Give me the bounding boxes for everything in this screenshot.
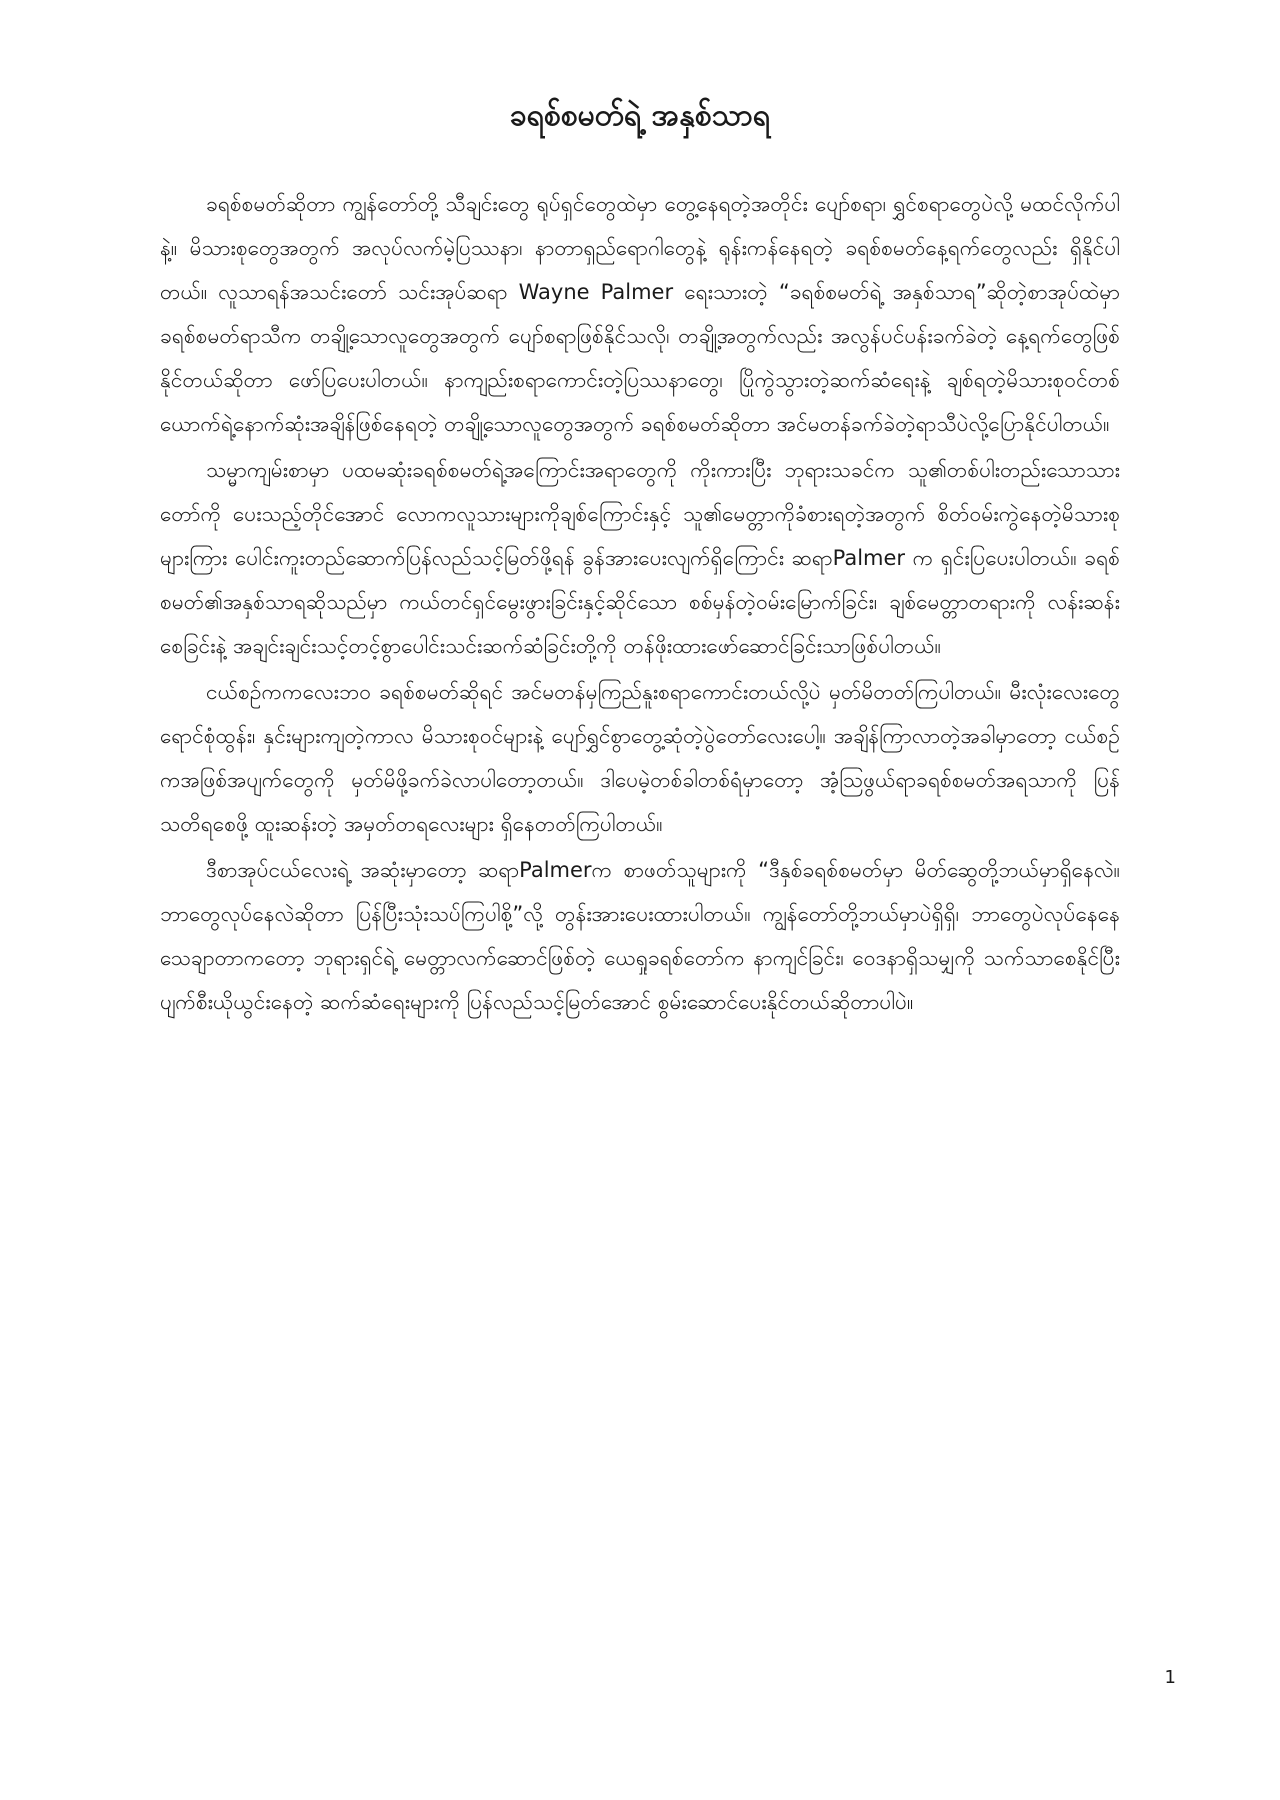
paragraph-2: သမ္မာကျမ်းစာမှာ ပထမဆုံးခရစ်စမတ်ရဲ့အကြောင်းအရာတွေကို ကိုးကားပြီး ဘုရားသခင်က သူ၏တစ်ပါးတည်းသောသားတော်ကို ပေးသည့်တိုင်အောင် လောကလူသားများကိုချစ်ကြောင်းနှင့် သူ၏မေတ္တာကိုခံစားရတဲ့အတွက် စိတ်ဝမ်းကွဲနေတဲ့မိသားစုများကြား ပေါင်းကူးတည်ဆောက်ပြန်လည်သင့်မြတ်ဖို့ရန် ခွန်အားပေးလျက်ရှိကြောင်း ဆရာPalmer က ရှင်းပြပေးပါတယ်။ ခရစ်စမတ်၏အနှစ်သာရဆိုသည်မှာ ကယ်တင်ရှင်မွေးဖွားခြင်းနှင့်ဆိုင်သော စစ်မှန်တဲ့ဝမ်းမြောက်ခြင်း၊ ချစ်မေတ္တာတရားကို လန်းဆန်းစေခြင်းနဲ့ အချင်းချင်းသင့်တင့်စွာပေါင်းသင်းဆက်ဆံခြင်းတို့ကို တန်ဖိုးထားဖော်ဆောင်ခြင်းသာဖြစ်ပါတယ်။ xyxy=(160,458,1120,658)
document-body xyxy=(160,182,1120,1026)
paragraph-4: ဒီစာအုပ်ငယ်လေးရဲ့ အဆုံးမှာတော့ ဆရာPalmerက စာဖတ်သူများကို “ဒီနှစ်ခရစ်စမတ်မှာ မိတ်ဆွေတို့ဘယ်မှာရှိနေလဲ။ ဘာတွေလုပ်နေလဲဆိုတာ ပြန်ပြီးသုံးသပ်ကြပါစို့”လို့ တွန်းအားပေးထားပါတယ်။ ကျွန်တော်တို့ဘယ်မှာပဲရှိရှိ၊ ဘာတွေပဲလုပ်နေနေ သေချာတာကတော့ ဘုရားရှင်ရဲ့ မေတ္တာလက်ဆောင်ဖြစ်တဲ့ ယေရှုခရစ်တော်က နာကျင်ခြင်း၊ ဝေဒနာရှိသမျှကို သက်သာစေနိုင်ပြီး ပျက်စီးယိုယွင်းနေတဲ့ ဆက်ဆံရေးများကို ပြန်လည်သင့်မြတ်အောင် စွမ်းဆောင်ပေးနိုင်တယ်ဆိုတာပါပဲ။ xyxy=(160,858,1120,1014)
page-number: 1 xyxy=(1164,1667,1176,1688)
document-title: ခရစ်စမတ်ရဲ့ အနှစ်သာရ xyxy=(509,98,771,133)
paragraph-3: ငယ်စဉ်ကကလေးဘဝ ခရစ်စမတ်ဆိုရင် အင်မတန်မှကြည်နူးစရာကောင်းတယ်လို့ပဲ မှတ်မိတတ်ကြပါတယ်။ မီးလုံးလေးတွေ ရောင်စုံထွန်း၊ နှင်းများကျတဲ့ကာလ မိသားစုဝင်များနဲ့ ပျော်ရွှင်စွာတွေ့ဆုံတဲ့ပွဲတော်လေးပေါ့။ အချိန်ကြာလာတဲ့အခါမှာတော့ ငယ်စဉ်ကအဖြစ်အပျက်တွေကို မှတ်မိဖို့ခက်ခဲလာပါတော့တယ်။ ဒါပေမဲ့တစ်ခါတစ်ရံမှာတော့ အံ့သြဖွယ်ရာခရစ်စမတ်အရသာကို ပြန်သတိရစေဖို့ ထူးဆန်းတဲ့ အမှတ်တရလေးများ ရှိနေတတ်ကြပါတယ်။ xyxy=(160,680,1120,836)
paragraph-1: ခရစ်စမတ်ဆိုတာ ကျွန်တော်တို့ သီချင်းတွေ ရုပ်ရှင်တွေထဲမှာ တွေ့နေရတဲ့အတိုင်း ပျော်စရာ၊ ရွှင်စရာတွေပဲလို့ မထင်လိုက်ပါနဲ့။ မိသားစုတွေအတွက် အလုပ်လက်မဲ့ပြဿနာ၊ နာတာရှည်ရောဂါတွေနဲ့ ရုန်းကန်နေရတဲ့ ခရစ်စမတ်နေ့ရက်တွေလည်း ရှိနိုင်ပါတယ်။ လူသာရန်အသင်းတော် သင်းအုပ်ဆရာ Wayne Palmer ရေးသားတဲ့ “ခရစ်စမတ်ရဲ့ အနှစ်သာရ”ဆိုတဲ့စာအုပ်ထဲမှာ ခရစ်စမတ်ရာသီက တချို့သောလူတွေအတွက် ပျော်စရာဖြစ်နိုင်သလို၊ တချို့အတွက်လည်း အလွန်ပင်ပန်းခက်ခဲတဲ့ နေ့ရက်တွေဖြစ်နိုင်တယ်ဆိုတာ ဖော်ပြပေးပါတယ်။ နာကျည်းစရာကောင်းတဲ့ပြဿနာတွေ၊ ပြိုကွဲသွားတဲ့ဆက်ဆံရေးနဲ့ ချစ်ရတဲ့မိသားစုဝင်တစ်ယောက်ရဲ့နောက်ဆုံးအချိန်ဖြစ်နေရတဲ့ တချို့သောလူတွေအတွက် ခရစ်စမတ်ဆိုတာ အင်မတန်ခက်ခဲတဲ့ရာသီပဲလို့ပြောနိုင်ပါတယ်။ xyxy=(160,192,1120,436)
